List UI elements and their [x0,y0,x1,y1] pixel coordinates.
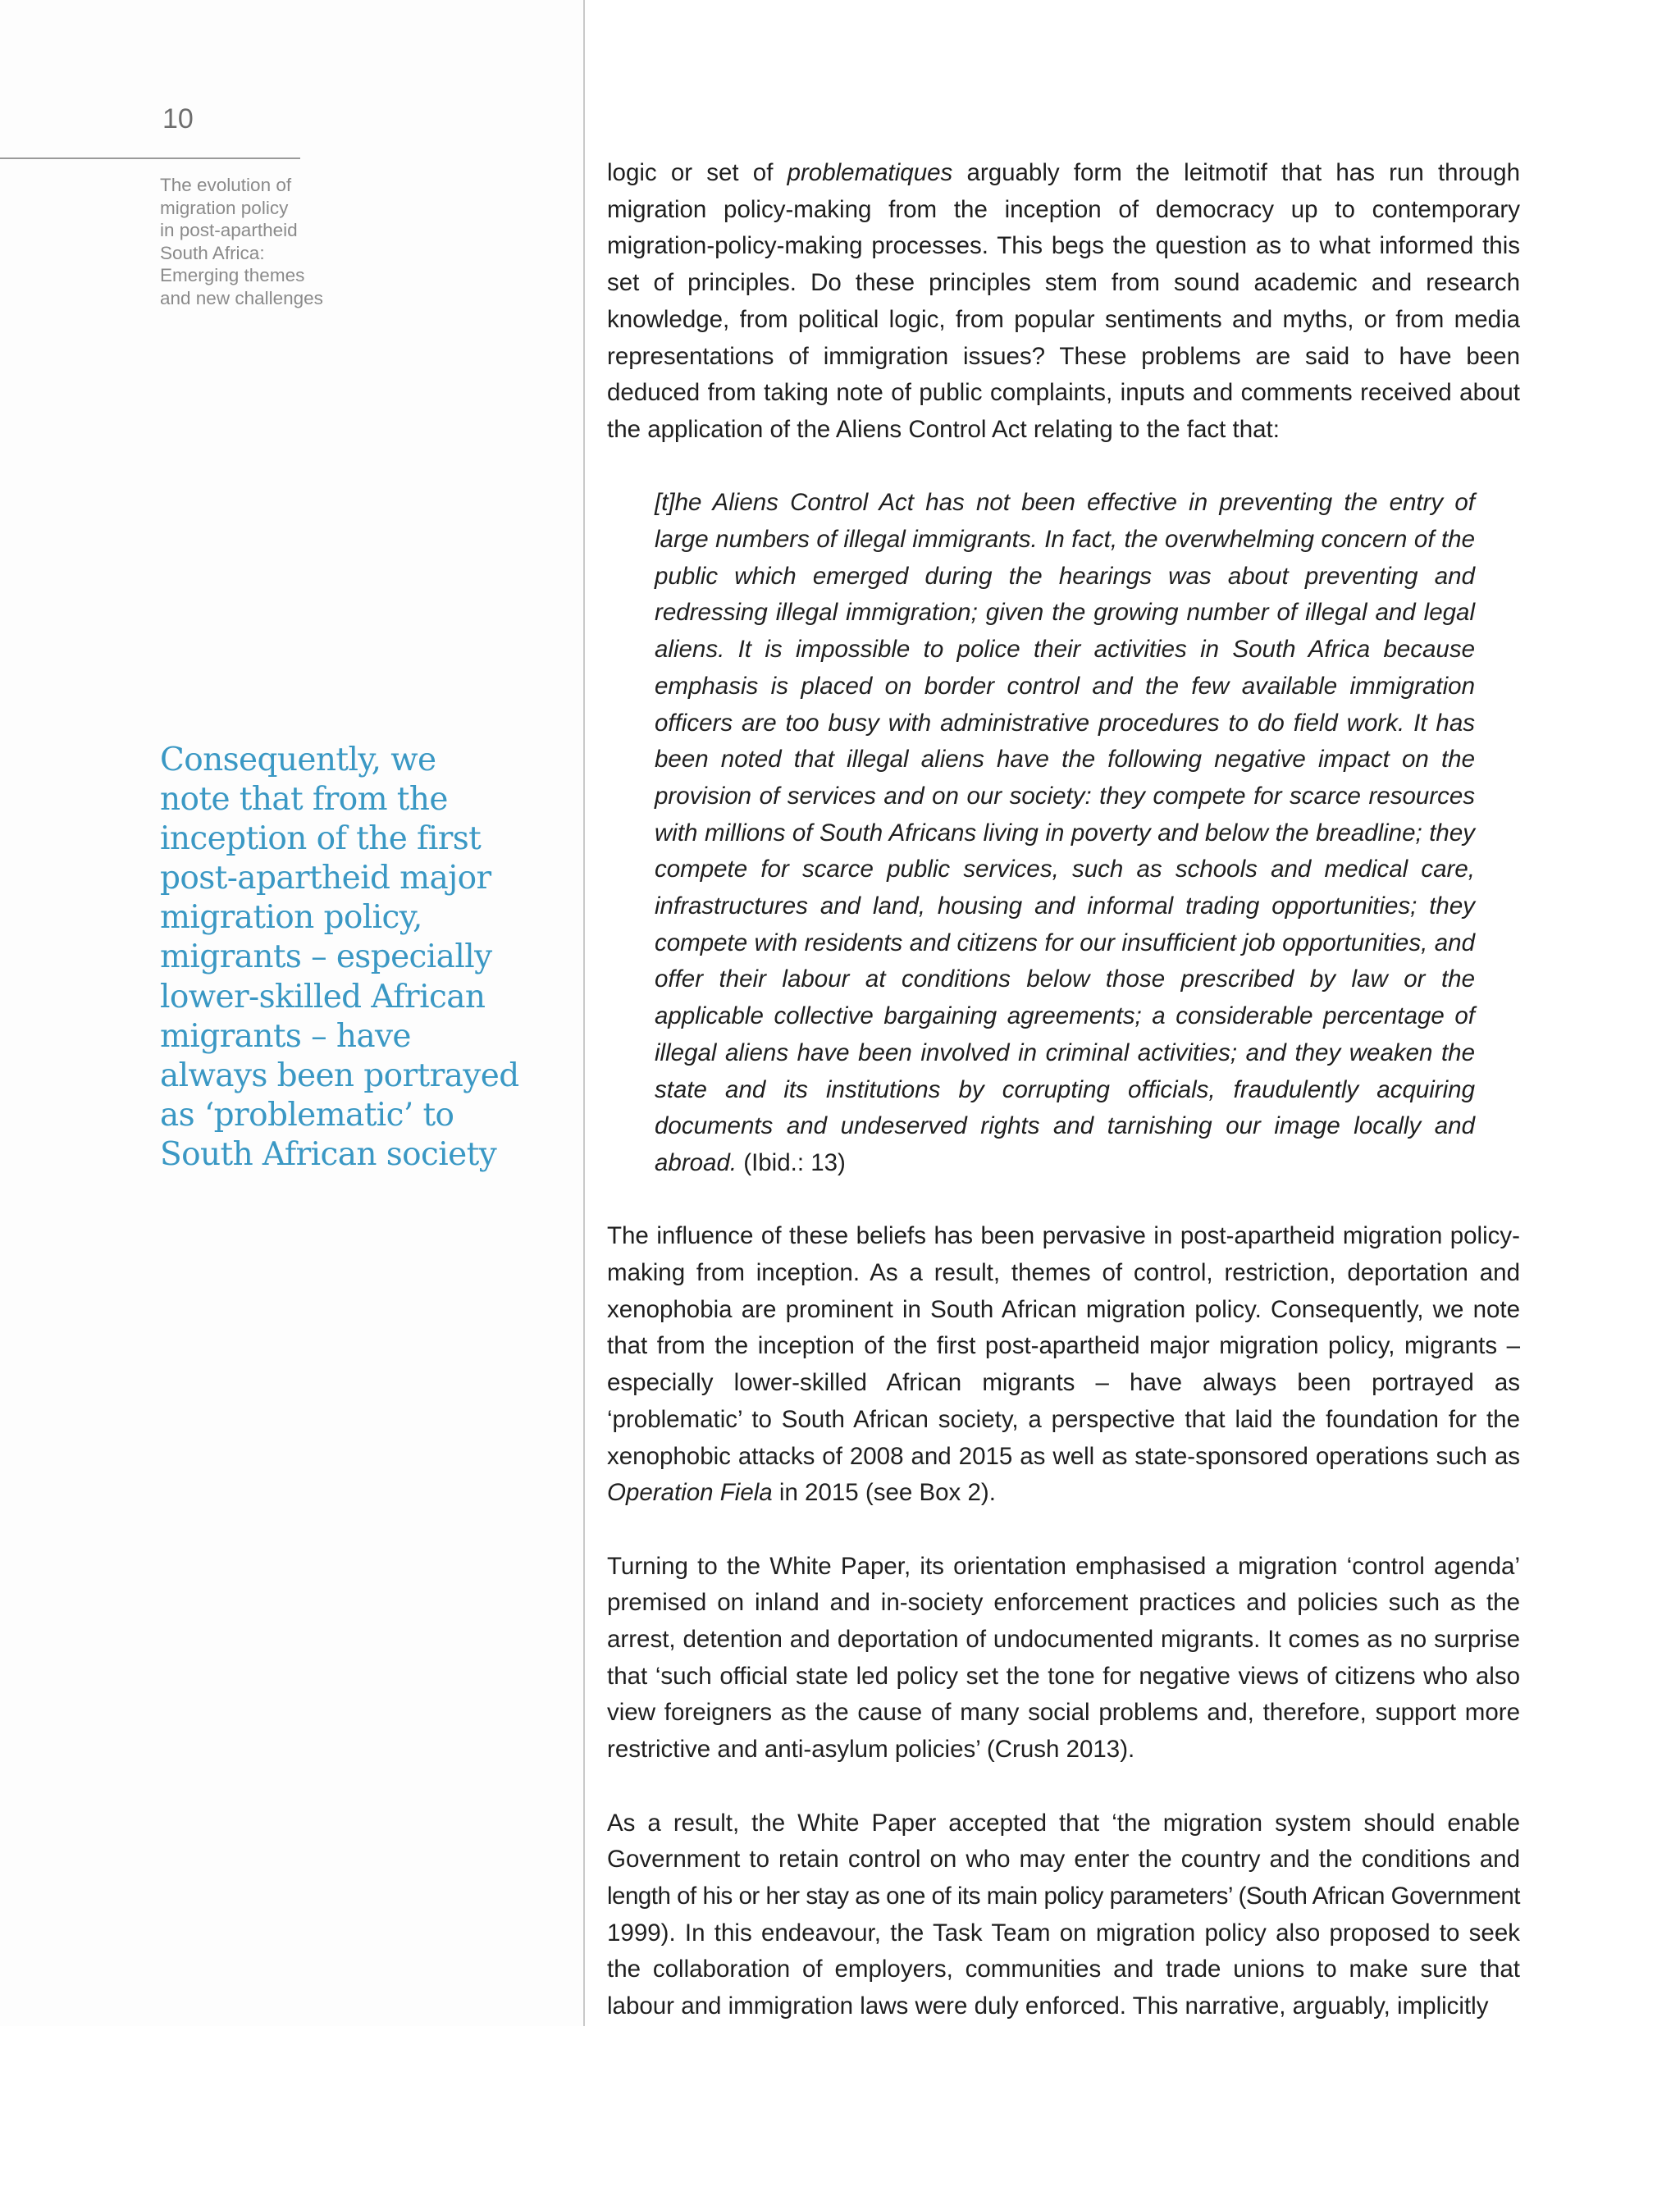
paragraph-text: arguably form the leitmotif that has run through migration policy-making from the inception of democracy up to contemporary migration-policy-making processes. This begs the question as to what informed this set of principles. Do these principles stem from sound academic and research knowledge, from political logic, from popular sentiments and myths, or from media representations of immigration issues? These problems are said to have been deduced from taking note of public complaints, inputs and comments received about the application of the Aliens Control Act relating to the fact that: [607,159,1520,443]
pull-quote-line: Consequently, we [160,742,436,778]
header-rule [0,157,300,159]
pull-quote-line: lower-skilled African [160,978,486,1016]
emphasis-text: problematiques [787,159,953,186]
main-text [607,155,1520,2061]
paragraph-text: The influence of these beliefs has been pervasive in post-apartheid migration policy-making from inception. As a result, themes of control, restriction, deportation and xenophobia are prominent in South African migration policy. Consequently, we note that from the inception of the first post-apartheid major migration policy, migrants – especially lower-skilled African migrants – have always been portrayed as ‘problematic’ to South African society, a perspective that laid the foundation for the xenophobic attacks of 2008 and 2015 as well as state-sponsored operations such as [607,1222,1520,1470]
paragraph-3: Turning to the White Paper, its orientation emphasised a migration ‘control agenda’ premised on inland and in-society enforcement practices and policies such as the arrest, detention and deportation of undocumented migrants. It comes as no surprise that ‘such official state led policy set the tone for negative views of citizens who also view foreigners as the cause of many social problems and, therefore, support more restrictive and anti-asylum policies’ (Crush 2013). [607,1552,1520,1764]
pull-quote-line: always been portrayed [160,1057,519,1094]
pull-quote [160,741,570,1175]
page-number: 10 [162,103,194,135]
pull-quote-line: inception of the first [160,820,482,858]
pull-quote-line: migrants – have [160,1017,411,1055]
running-title-line: South Africa: [160,242,265,263]
pull-quote-line: post-apartheid major [160,860,491,897]
paragraph-text: 1999). In this endeavour, the Task Team on migration policy also proposed to seek the collaboration of employers, communities and trade unions to make sure that labour and immigration laws were duly enforced. This narrative, arguably, implicitly [607,1919,1520,2020]
paragraph-text: in 2015 (see Box 2). [772,1479,996,1507]
column-divider [583,0,585,2026]
block-quote [655,485,1475,1181]
paragraph-text: logic or set of [607,159,788,186]
paragraph-2 [607,1218,1520,1512]
pull-quote-line: migration policy, [160,899,422,937]
paragraph-4 [607,1805,1520,2025]
running-title-line: Emerging themes [160,265,305,286]
emphasis-text: Operation Fiela [607,1479,773,1507]
paragraph-text: As a result, the White Paper accepted that ‘the migration system should enable Government to retain control on who may enter the country and the conditions and [607,1809,1520,1874]
pull-quote-line: as ‘problematic’ to [160,1096,454,1134]
quote-citation: (Ibid.: 13) [737,1148,846,1176]
running-title-line: The evolution of [160,175,292,195]
running-title-line: and new challenges [160,287,323,308]
pull-quote-line: note that from the [160,781,448,819]
quote-text: [t]he Aliens Control Act has not been effective in preventing the entry of large numbers of illegal immigrants. In fact, the overwhelming concern of the public which emerged during the hearings was about preventing and redressing illegal immigration; given the growing number of illegal and legal aliens. It is impossible to police their activities in South Africa because emphasis is placed on border control and the few available immigration officers are too busy with administrative procedures to do field work. It has been noted that illegal aliens have the following negative impact on the provision of services and on our society: they compete for scarce resources with millions of South Africans living in poverty and below the breadline; they compete for scarce public services, such as schools and medical care, infrastructures and land, housing and informal trading opportunities; they compete with residents and citizens for our insufficient job opportunities, and offer their labour at conditions below those prescribed by law or the applicable collective bargaining agreements; a considerable percentage of illegal aliens have been involved in criminal activities; and they weaken the state and its institutions by corrupting officials, fraudulently acquiring documents and undeserved rights and tarnishing our image locally and abroad. [655,489,1475,1176]
running-title-line: migration policy [160,197,289,218]
running-title [160,174,431,310]
pull-quote-line: South African society [160,1135,497,1173]
paragraph-1 [607,155,1520,449]
paragraph-text: length of his or her stay as one of its main policy parameters’ (South African Government [607,1882,1520,1910]
pull-quote-line: migrants – especially [160,938,492,976]
running-title-line: in post-apartheid [160,220,298,241]
